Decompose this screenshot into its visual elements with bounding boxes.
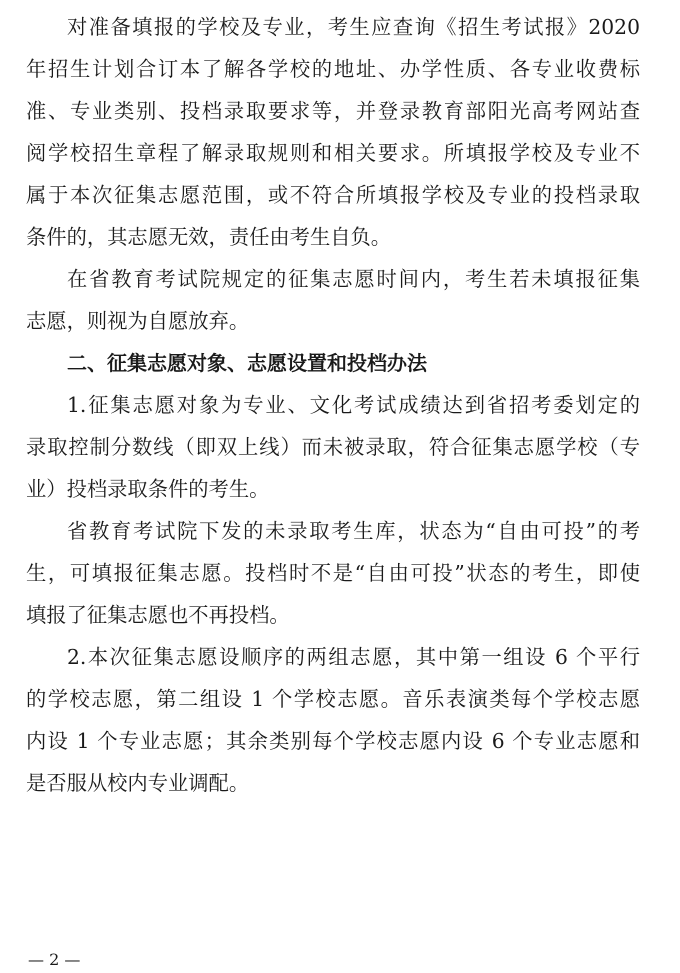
paragraph-line: 在省教育考试院规定的征集志愿时间内，考生若未填报征集	[67, 267, 640, 291]
paragraph-3	[26, 384, 640, 510]
paragraph-line: 属于本次征集志愿范围，或不符合所填报学校及专业的投档录取	[26, 183, 640, 207]
paragraph-1	[26, 6, 640, 258]
paragraph-line: 填报了征集志愿也不再投档。	[26, 603, 290, 627]
paragraph-line: 条件的，其志愿无效，责任由考生自负。	[26, 225, 392, 249]
paragraph-line: 省教育考试院下发的未录取考生库，状态为“自由可投”的考	[67, 519, 640, 543]
paragraph-line: 1.征集志愿对象为专业、文化考试成绩达到省招考委划定的	[67, 393, 640, 417]
section-heading-text: 二、征集志愿对象、志愿设置和投档办法	[67, 351, 427, 375]
paragraph-line: 阅学校招生章程了解录取规则和相关要求。所填报学校及专业不	[26, 141, 640, 165]
section-heading	[26, 342, 640, 384]
paragraph-2	[26, 258, 640, 342]
paragraph-line: 的学校志愿，第二组设 1 个学校志愿。音乐表演类每个学校志愿	[26, 687, 640, 711]
paragraph-line: 志愿，则视为自愿放弃。	[26, 309, 250, 333]
paragraph-line: 内设 1 个专业志愿；其余类别每个学校志愿内设 6 个专业志愿和	[26, 729, 640, 753]
paragraph-4	[26, 510, 640, 636]
document-body	[26, 6, 640, 804]
paragraph-5	[26, 636, 640, 804]
paragraph-line: 是否服从校内专业调配。	[26, 771, 250, 795]
paragraph-line: 业）投档录取条件的考生。	[26, 477, 270, 501]
paragraph-line: 生，可填报征集志愿。投档时不是“自由可投”状态的考生，即使	[26, 561, 640, 585]
paragraph-line: 2.本次征集志愿设顺序的两组志愿，其中第一组设 6 个平行	[67, 645, 640, 669]
paragraph-line: 对准备填报的学校及专业，考生应查询《招生考试报》2020	[67, 15, 640, 39]
paragraph-line: 年招生计划合订本了解各学校的地址、办学性质、各专业收费标	[26, 57, 640, 81]
paragraph-line: 录取控制分数线（即双上线）而未被录取，符合征集志愿学校（专	[26, 435, 640, 459]
paragraph-line: 准、专业类别、投档录取要求等，并登录教育部阳光高考网站查	[26, 99, 640, 123]
page-number: — 2 —	[28, 950, 81, 969]
